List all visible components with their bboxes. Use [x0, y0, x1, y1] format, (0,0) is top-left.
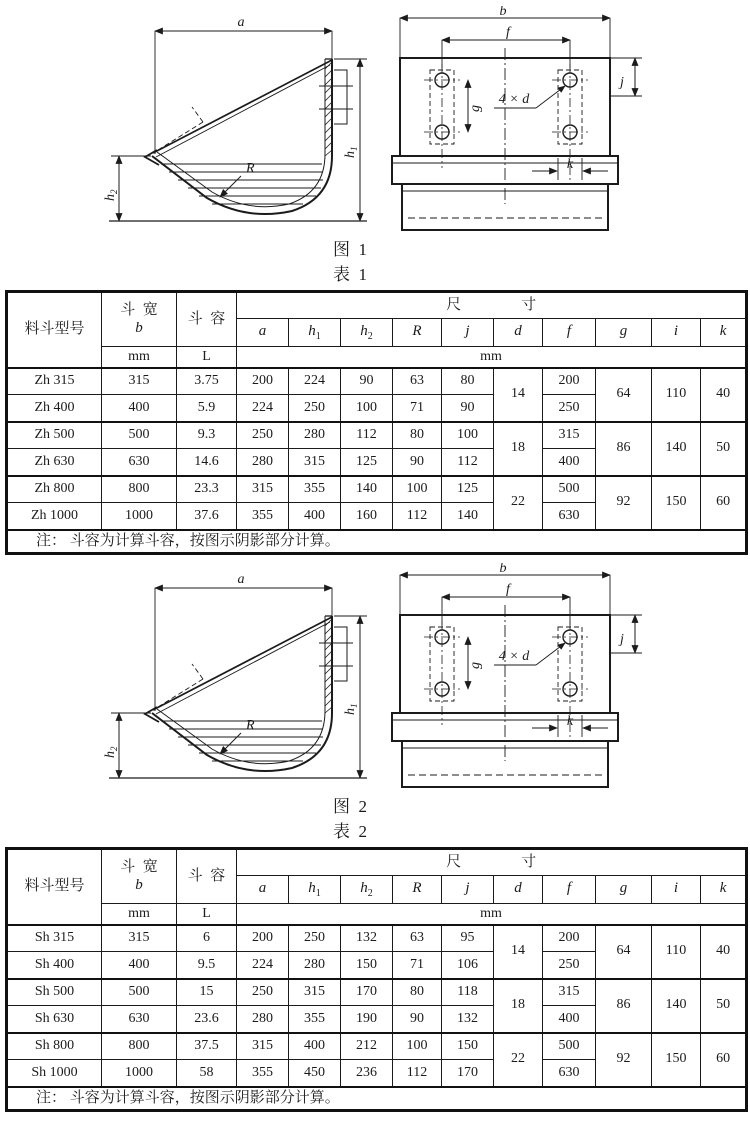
cell: 224 — [289, 368, 341, 395]
cell: 6 — [177, 925, 237, 952]
cell: 250 — [289, 395, 341, 422]
cell: 236 — [341, 1060, 393, 1087]
cell: 250 — [237, 979, 289, 1006]
cell: 170 — [341, 979, 393, 1006]
cell: 64 — [596, 368, 652, 422]
cell: 112 — [393, 1060, 442, 1087]
cell: 100 — [393, 1033, 442, 1060]
cell: 60 — [701, 1033, 747, 1087]
table-note-row — [7, 1087, 747, 1111]
cell: 400 — [543, 1006, 596, 1033]
cell: 400 — [102, 395, 177, 422]
cell: 315 — [543, 979, 596, 1006]
header-bucket-width: 斗 宽 b — [102, 849, 177, 904]
cell-model: Zh 1000 — [7, 503, 102, 530]
cell: 200 — [543, 925, 596, 952]
cell: 400 — [289, 1033, 341, 1060]
cell: 9.5 — [177, 952, 237, 979]
figure1-side-view — [95, 6, 385, 236]
header-bucket-width: 斗 宽 b — [102, 292, 177, 347]
cell: 150 — [652, 476, 701, 530]
cell: 280 — [237, 449, 289, 476]
cell: 355 — [237, 503, 289, 530]
table-row — [7, 1033, 747, 1060]
cell: 315 — [102, 368, 177, 395]
header-cell: $h_1$ — [289, 319, 341, 347]
table-2 — [5, 847, 748, 1112]
cell: 125 — [341, 449, 393, 476]
table-1 — [5, 290, 748, 555]
header-cell: g — [596, 876, 652, 904]
cell: 80 — [393, 422, 442, 449]
cell: 355 — [237, 1060, 289, 1087]
header-cell: a — [237, 876, 289, 904]
cell: 125 — [442, 476, 494, 503]
cell: 100 — [442, 422, 494, 449]
cell: 37.5 — [177, 1033, 237, 1060]
cell: 112 — [393, 503, 442, 530]
cell-model: Sh 500 — [7, 979, 102, 1006]
figure2-side-view — [95, 563, 385, 793]
cell: 18 — [494, 979, 543, 1033]
cell: 630 — [102, 449, 177, 476]
cell: 71 — [393, 952, 442, 979]
figure1-rear-view — [388, 6, 658, 236]
cell: 140 — [341, 476, 393, 503]
cell: 280 — [237, 1006, 289, 1033]
cell: 71 — [393, 395, 442, 422]
table-row — [7, 925, 747, 952]
table-1-caption: 表 1 — [333, 265, 367, 284]
cell: 92 — [596, 476, 652, 530]
cell: 315 — [543, 422, 596, 449]
cell: 37.6 — [177, 503, 237, 530]
cell: 500 — [102, 422, 177, 449]
cell-model: Sh 400 — [7, 952, 102, 979]
cell: 40 — [701, 368, 747, 422]
cell: 1000 — [102, 503, 177, 530]
cell: 95 — [442, 925, 494, 952]
cell: 150 — [442, 1033, 494, 1060]
header-capacity-unit: L — [177, 347, 237, 368]
cell: 250 — [543, 952, 596, 979]
cell: 315 — [102, 925, 177, 952]
cell-model: Sh 800 — [7, 1033, 102, 1060]
header-cell: $h_2$ — [341, 876, 393, 904]
cell: 140 — [652, 422, 701, 476]
cell: 18 — [494, 422, 543, 476]
header-bucket-capacity: 斗 容 — [177, 849, 237, 904]
table-row — [7, 292, 747, 319]
cell: 170 — [442, 1060, 494, 1087]
cell-model: Zh 400 — [7, 395, 102, 422]
cell: 112 — [341, 422, 393, 449]
header-cell: R — [393, 876, 442, 904]
cell: 280 — [289, 952, 341, 979]
cell: 132 — [442, 1006, 494, 1033]
header-dimensions: 尺 寸 — [237, 292, 747, 319]
cell: 800 — [102, 1033, 177, 1060]
cell: 250 — [237, 422, 289, 449]
cell: 250 — [289, 925, 341, 952]
cell: 106 — [442, 952, 494, 979]
table-2-caption: 表 2 — [333, 822, 367, 841]
cell-model: Sh 630 — [7, 1006, 102, 1033]
header-cell: a — [237, 319, 289, 347]
cell: 630 — [543, 503, 596, 530]
figure-2-caption: 图 2 — [333, 797, 367, 816]
cell: 224 — [237, 952, 289, 979]
cell: 86 — [596, 422, 652, 476]
cell: 355 — [289, 476, 341, 503]
header-cell: i — [652, 319, 701, 347]
cell: 200 — [543, 368, 596, 395]
header-cell: R — [393, 319, 442, 347]
cell: 23.3 — [177, 476, 237, 503]
cell: 212 — [341, 1033, 393, 1060]
cell: 200 — [237, 925, 289, 952]
cell: 3.75 — [177, 368, 237, 395]
cell: 224 — [237, 395, 289, 422]
cell: 112 — [442, 449, 494, 476]
cell: 63 — [393, 925, 442, 952]
table-row — [7, 476, 747, 503]
cell: 80 — [393, 979, 442, 1006]
header-width-unit: mm — [102, 347, 177, 368]
cell: 50 — [701, 979, 747, 1033]
cell: 14 — [494, 925, 543, 979]
cell: 140 — [652, 979, 701, 1033]
header-dims-unit: mm — [237, 347, 747, 368]
header-cell: $h_2$ — [341, 319, 393, 347]
figure2-rear-view — [388, 563, 658, 793]
cell: 150 — [341, 952, 393, 979]
cell: 190 — [341, 1006, 393, 1033]
cell: 280 — [289, 422, 341, 449]
cell: 22 — [494, 1033, 543, 1087]
cell-model: Sh 1000 — [7, 1060, 102, 1087]
header-cell: d — [494, 319, 543, 347]
cell: 90 — [442, 395, 494, 422]
table-row — [7, 422, 747, 449]
cell: 58 — [177, 1060, 237, 1087]
cell: 110 — [652, 925, 701, 979]
figure-2 — [0, 563, 750, 794]
cell: 100 — [393, 476, 442, 503]
cell: 86 — [596, 979, 652, 1033]
cell: 90 — [341, 368, 393, 395]
header-cell: i — [652, 876, 701, 904]
cell: 14 — [494, 368, 543, 422]
table-note-row — [7, 530, 747, 554]
table-row — [7, 368, 747, 395]
cell: 500 — [543, 476, 596, 503]
cell: 64 — [596, 925, 652, 979]
cell-model: Zh 630 — [7, 449, 102, 476]
cell-model: Zh 315 — [7, 368, 102, 395]
header-cell: j — [442, 319, 494, 347]
cell-model: Zh 800 — [7, 476, 102, 503]
cell: 110 — [652, 368, 701, 422]
header-cell: $h_1$ — [289, 876, 341, 904]
header-cell: g — [596, 319, 652, 347]
cell: 400 — [289, 503, 341, 530]
cell: 400 — [102, 952, 177, 979]
table-row — [7, 849, 747, 876]
cell: 118 — [442, 979, 494, 1006]
cell: 1000 — [102, 1060, 177, 1087]
cell: 90 — [393, 1006, 442, 1033]
cell: 355 — [289, 1006, 341, 1033]
header-cell: k — [701, 876, 747, 904]
cell: 100 — [341, 395, 393, 422]
cell-model: Sh 315 — [7, 925, 102, 952]
cell: 630 — [543, 1060, 596, 1087]
header-cell: f — [543, 319, 596, 347]
table-row — [7, 904, 747, 925]
header-model: 料斗型号 — [7, 292, 102, 368]
cell: 5.9 — [177, 395, 237, 422]
cell: 250 — [543, 395, 596, 422]
table-note: 注： 斗容为计算斗容，按图示阴影部分计算。 — [7, 530, 747, 554]
cell: 800 — [102, 476, 177, 503]
cell: 80 — [442, 368, 494, 395]
cell: 500 — [102, 979, 177, 1006]
cell: 450 — [289, 1060, 341, 1087]
cell: 315 — [237, 476, 289, 503]
cell: 200 — [237, 368, 289, 395]
header-cell: k — [701, 319, 747, 347]
cell: 63 — [393, 368, 442, 395]
header-dims-unit: mm — [237, 904, 747, 925]
cell: 140 — [442, 503, 494, 530]
header-model: 料斗型号 — [7, 849, 102, 925]
cell: 92 — [596, 1033, 652, 1087]
cell: 90 — [393, 449, 442, 476]
cell: 50 — [701, 422, 747, 476]
cell: 315 — [289, 979, 341, 1006]
header-capacity-unit: L — [177, 904, 237, 925]
header-dimensions: 尺 寸 — [237, 849, 747, 876]
figure-1-caption: 图 1 — [333, 240, 367, 259]
header-cell: d — [494, 876, 543, 904]
cell-model: Zh 500 — [7, 422, 102, 449]
cell: 40 — [701, 925, 747, 979]
cell: 60 — [701, 476, 747, 530]
header-cell: f — [543, 876, 596, 904]
figure-1 — [0, 6, 750, 237]
cell: 150 — [652, 1033, 701, 1087]
table-note: 注： 斗容为计算斗容，按图示阴影部分计算。 — [7, 1087, 747, 1111]
header-cell: j — [442, 876, 494, 904]
cell: 315 — [237, 1033, 289, 1060]
cell: 9.3 — [177, 422, 237, 449]
cell: 14.6 — [177, 449, 237, 476]
cell: 15 — [177, 979, 237, 1006]
table-row — [7, 979, 747, 1006]
cell: 315 — [289, 449, 341, 476]
cell: 22 — [494, 476, 543, 530]
cell: 160 — [341, 503, 393, 530]
cell: 500 — [543, 1033, 596, 1060]
cell: 23.6 — [177, 1006, 237, 1033]
cell: 132 — [341, 925, 393, 952]
cell: 630 — [102, 1006, 177, 1033]
table-row — [7, 347, 747, 368]
header-width-unit: mm — [102, 904, 177, 925]
header-bucket-capacity: 斗 容 — [177, 292, 237, 347]
cell: 400 — [543, 449, 596, 476]
